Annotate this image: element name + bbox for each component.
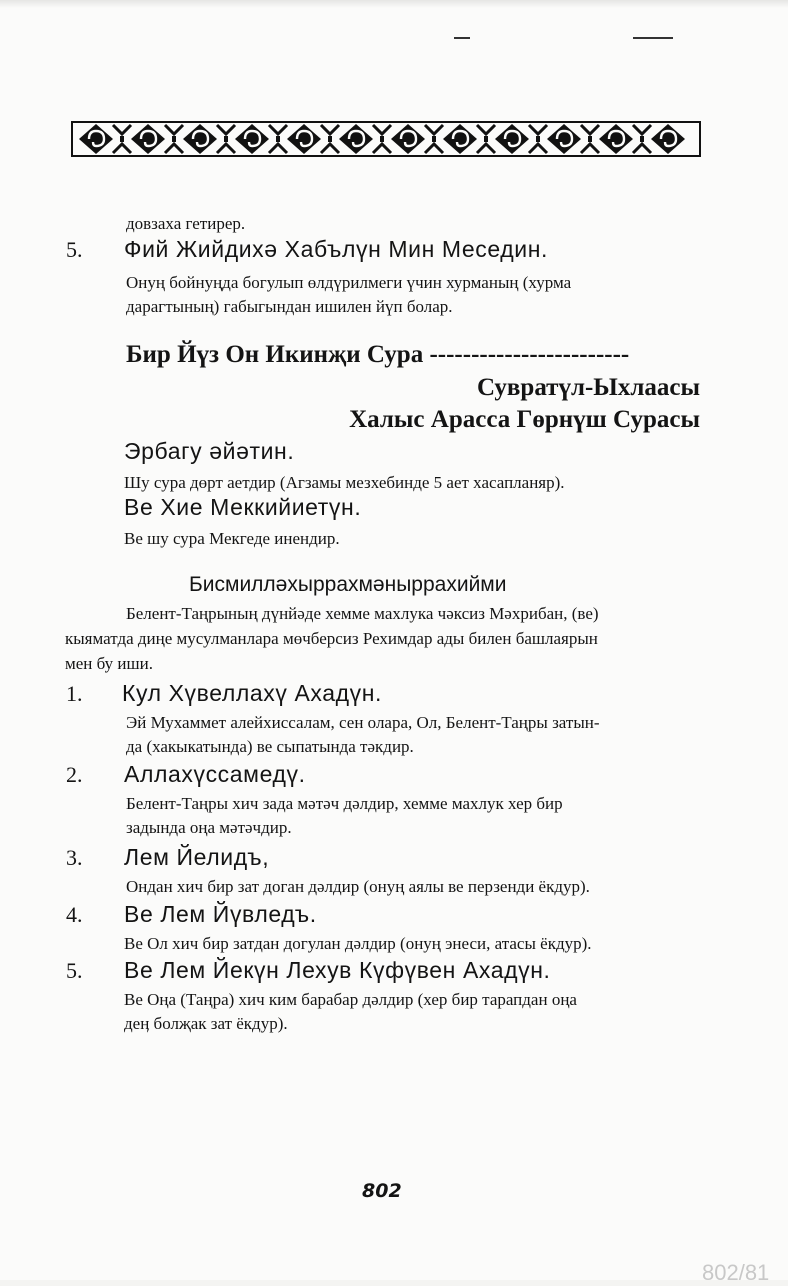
verse-transliteration: Аллахүссамедү. bbox=[124, 761, 306, 787]
verse-number: 3. bbox=[66, 845, 83, 870]
scan-mark bbox=[454, 37, 470, 39]
scan-top-edge bbox=[0, 0, 788, 8]
verse-number: 1. bbox=[66, 681, 83, 706]
verse-transliteration: Ве Лем Йүвледъ. bbox=[124, 901, 317, 927]
verse-explanation: Онуң бойнуңда богулып өлдүрилмеги үчин хурманың (хурма bbox=[126, 273, 572, 292]
verse-number: 5. bbox=[66, 958, 83, 983]
verse-explanation: Эй Мухаммет алейхиссалам, сен олара, Ол, Белент-Таңры затын- bbox=[126, 713, 600, 732]
continuation-text: довзаха гетирер. bbox=[126, 214, 246, 233]
revelation-explanation: Ве шу сура Мекгеде инендир. bbox=[124, 529, 340, 548]
verse-explanation: дарагтының) габыгындан ишилен йүп болар. bbox=[126, 297, 453, 316]
verse-explanation: да (хакыкатында) ве сыпатында тәкдир. bbox=[126, 737, 414, 756]
page-number: 802 bbox=[362, 1180, 402, 1202]
verse-explanation: Белент-Таңры хич зада мәтәч дәлдир, хемме махлук хер бир bbox=[126, 794, 563, 813]
verse-explanation: деӊ болҗак зат ёкдур). bbox=[124, 1014, 288, 1033]
verse-number: 5. bbox=[66, 237, 83, 262]
verse-transliteration: Кул Хүвеллахү Ахадүн. bbox=[122, 680, 383, 706]
verse-count-explanation: Шу сура дөрт аетдир (Агзамы мезхебинде 5 ает хасапланяр). bbox=[124, 473, 565, 492]
basmala-text: Белент-Таңрының дүнйәде хемме махлука чәксиз Мәхрибан, (ве) bbox=[126, 604, 599, 623]
surah-arabic-name: Сувратүл-Ыхлаасы bbox=[476, 374, 700, 401]
verse-explanation: Ве Оңа (Таңра) хич ким барабар дәлдир (хер бир тарапдан оңа bbox=[124, 990, 577, 1009]
page-counter-overlay: 802/81 bbox=[702, 1260, 770, 1285]
surah-number-heading: Бир Йүз Он Икинҗи Сура ------------------------ bbox=[126, 341, 630, 368]
verse-explanation: задында оңа мәтәчдир. bbox=[126, 818, 292, 837]
scan-mark bbox=[633, 37, 673, 39]
verse-transliteration: Лем Йелидъ, bbox=[124, 844, 270, 870]
basmala-title: Бисмилләхыррахмәныррахийми bbox=[189, 573, 507, 596]
revelation-transliteration: Ве Хие Меккийиетүн. bbox=[124, 494, 362, 520]
verse-explanation: Ондан хич бир зат доган дәлдир (онуң аялы ве перзенди ёкдур). bbox=[126, 877, 590, 896]
verse-explanation: Ве Ол хич бир затдан догулан дәлдир (онуң энеси, атасы ёкдур). bbox=[124, 934, 592, 953]
basmala-text: кыяматда диңе мусулманлара мөчберсиз Рехимдар ады билен башлаярын bbox=[65, 629, 598, 648]
verse-transliteration: Ве Лем Йекүн Лехув Күфүвен Ахадүн. bbox=[124, 957, 551, 983]
verse-transliteration: Фий Жийдихә Хабълүн Мин Меседин. bbox=[124, 236, 549, 262]
verse-number: 2. bbox=[66, 762, 83, 787]
surah-turkmen-name: Халыс Арасса Гөрнүш Сурасы bbox=[349, 406, 700, 433]
ornament-border bbox=[70, 116, 702, 162]
verse-number: 4. bbox=[66, 902, 83, 927]
verse-count-transliteration: Эрбагу әйәтин. bbox=[124, 438, 295, 464]
basmala-text: мен бу иши. bbox=[65, 654, 153, 673]
